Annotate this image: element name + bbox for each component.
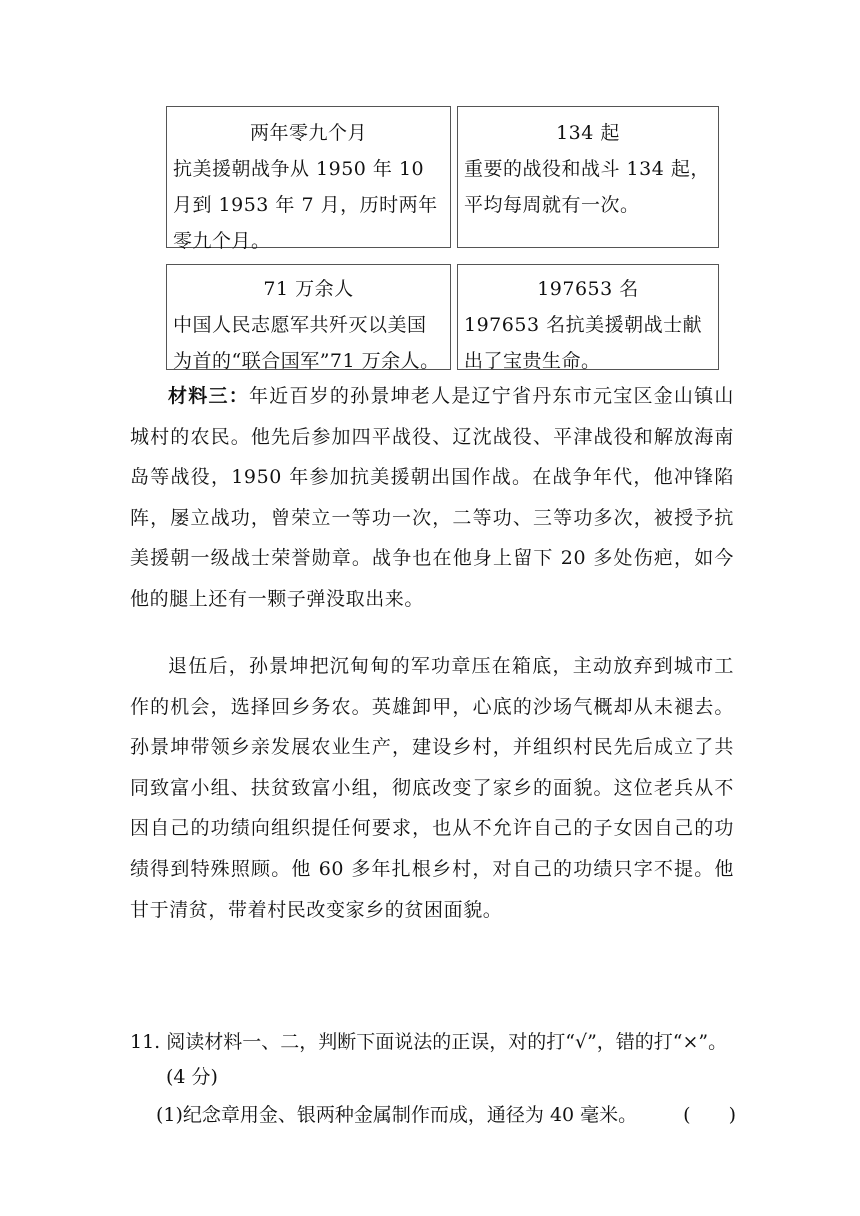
- answer-blank[interactable]: ( ): [683, 1104, 736, 1126]
- material-label: 材料三：: [168, 385, 249, 407]
- question-item: [156, 1100, 736, 1127]
- fact-title: 197653 名: [537, 278, 639, 300]
- fact-body: 中国人民志愿军共歼灭以美国为首的“联合国军”71 万余人。: [173, 314, 440, 372]
- question-score: (4 分): [166, 1066, 218, 1088]
- fact-title: 71 万余人: [263, 278, 354, 300]
- fact-title: 134 起: [556, 122, 620, 144]
- fact-box-enemy: [166, 264, 451, 370]
- fact-body: 重要的战役和战斗 134 起，平均每周就有一次。: [464, 158, 710, 216]
- material-three-paragraph-2: 退伍后，孙景坤把沉甸甸的军功章压在箱底，主动放弃到城市工作的机会，选择回乡务农。英雄卸甲，心底的沙场气概却从未褪去。孙景坤带领乡亲发展农业生产，建设乡村，并组织村民先后成立了共同致富小组、扶贫致富小组，彻底改变了家乡的面貌。这位老兵从不因自己的功绩向组织提任何要求，也从不允许自己的子女因自己的功绩得到特殊照顾。他 60 多年扎根乡村，对自己的功绩只字不提。他甘于清贫，带着村民改变家乡的贫困面貌。: [130, 655, 734, 921]
- fact-title: 两年零九个月: [249, 122, 367, 144]
- fact-body: 抗美援朝战争从 1950 年 10 月到 1953 年 7 月，历时两年零九个月。: [173, 158, 438, 252]
- fact-box-battles: [457, 106, 719, 248]
- fact-body: 197653 名抗美援朝战士献出了宝贵生命。: [464, 314, 703, 372]
- material-three-paragraph: [130, 376, 734, 620]
- fact-box-duration: [166, 106, 451, 252]
- question-stem: 11. 阅读材料一、二，判断下面说法的正误，对的打“√”，错的打“×”。: [130, 1031, 728, 1053]
- fact-box-sacrifice: [457, 264, 719, 370]
- question-item-text: (1)纪念章用金、银两种金属制作而成，通径为 40 毫米。: [156, 1104, 638, 1126]
- material-text: 年近百岁的孙景坤老人是辽宁省丹东市元宝区金山镇山城村的农民。他先后参加四平战役、辽沈战役、平津战役和解放海南岛等战役，1950 年参加抗美援朝出国作战。在战争年代，他冲锋陷阵，屡立战功，曾荣立一等功一次，二等功、三等功多次，被授予抗美援朝一级战士荣誉勋章。战争也在他身上留下 20 多处伤疤，如今他的腿上还有一颗子弹没取出来。: [130, 385, 734, 610]
